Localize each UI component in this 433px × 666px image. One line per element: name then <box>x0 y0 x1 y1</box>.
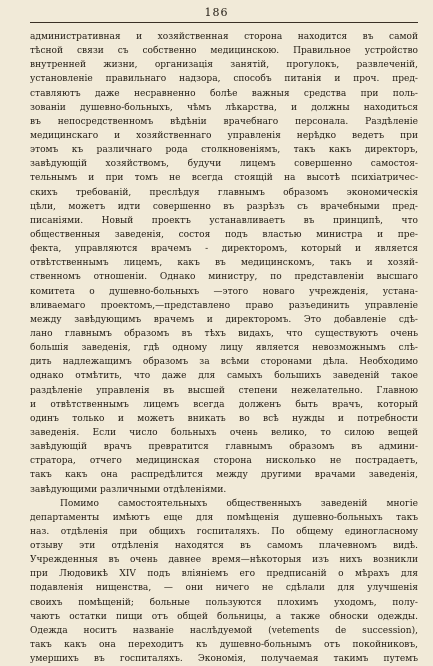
text-line: отвѣтственнымъ лицемъ, какъ въ медицинскомъ, такъ и хозяй- <box>30 258 418 269</box>
text-line: фекта, управляются врачемъ - директоромъ, который и является <box>30 244 418 255</box>
text-line: подавленія нищенства, — они ничего не сдѣлали для улучшенія <box>30 583 418 594</box>
text-line: завѣдующими различными отдѣленіями. <box>30 484 227 495</box>
text-line: стратора, отчего медицинская сторона нисколько не пострадаетъ, <box>30 456 418 467</box>
body-text <box>30 30 418 666</box>
header-rule <box>30 22 418 23</box>
text-line: большія заведенія, гдѣ одному лицу является невозможнымъ слѣ- <box>30 343 418 354</box>
text-line: такъ какъ она распредѣлится между другими врачами заведенія, <box>30 470 418 481</box>
paragraph-1 <box>30 30 418 497</box>
text-line: вливаемаго проектомъ,—представлено право разъединить управленіе <box>30 300 418 311</box>
text-line: писаніями. Новый проектъ устанавливаетъ въ принципѣ, что <box>30 215 418 226</box>
text-line: ственномъ отношеніи. Однако министру, по представленіи высшаго <box>30 272 418 283</box>
text-line: Учрежденныя въ очень давнее время—нѣкоторыя изъ нихъ возникли <box>30 555 418 566</box>
text-line: своихъ помѣщеній; больные пользуются плохимъ уходомъ, полу- <box>30 597 418 608</box>
text-line: отзыву эти отдѣленія находятся въ самомъ плачевномъ видѣ. <box>30 541 418 552</box>
text-line: департаменты имѣютъ еще для помѣщенія душевно-больныхъ такъ <box>30 512 418 523</box>
text-line: административная и хозяйственная сторона находится въ самой <box>30 32 418 42</box>
text-line: чаютъ остатки пищи отъ общей больницы, а также обноски одежды. <box>30 611 418 622</box>
text-line: этомъ къ различнаго рода столкновеніямъ, такъ какъ директоръ, <box>30 145 418 156</box>
text-line: и отвѣтственнымъ лицемъ всегда долженъ быть врачъ, который <box>30 399 418 410</box>
text-line: тѣсной связи съ собственно медицинскою. Правильное устройство <box>30 46 418 57</box>
page-number: 186 <box>204 6 229 19</box>
text-line: такъ какъ она переходитъ къ душевно-больнымъ отъ покойниковъ, <box>30 640 418 651</box>
text-line: цѣли, можетъ идти совершенно въ разрѣзъ съ врачебными пред- <box>30 201 418 212</box>
text-line: между завѣдующимъ врачемъ и директоромъ. Это добавленіе сдѣ- <box>30 314 418 325</box>
text-line: дить надлежащимъ образомъ за всѣми сторонами дѣла. Необходимо <box>30 357 418 368</box>
text-line: скихъ требованій, преслѣдуя главнымъ образомъ экономическія <box>30 187 418 198</box>
text-line: завѣдующій врачъ превратится главнымъ образомъ въ админи- <box>30 442 418 453</box>
text-line: Одежда носитъ названіе наслѣдуемой (vetements de succession), <box>30 625 418 636</box>
text-line: комитета о душевно-больныхъ —этого новаго учрежденія, устана- <box>30 286 418 297</box>
text-line: при Людовикѣ XIV подъ вліяніемъ его предписаній о мѣрахъ для <box>30 569 418 580</box>
text-line: ставляютъ даже несравненно болѣе важныя средства при поль- <box>30 88 418 99</box>
text-line: завѣдующій хозяйствомъ, будучи лицемъ совершенно самостоя- <box>30 159 418 170</box>
text-line: внутренней жизни, организація занятій, прогулокъ, развлеченій, <box>30 60 418 71</box>
text-line: медицинскаго и хозяйственнаго управленія нерѣдко ведетъ при <box>30 130 418 141</box>
paragraph-2 <box>30 497 418 666</box>
text-line: Помимо самостоятельныхъ общественныхъ заведеній многіе <box>60 498 418 509</box>
text-line: зованіи душевно-больныхъ, чѣмъ лѣкарства, и должны находиться <box>30 102 418 113</box>
text-line: тельнымъ и при томъ не всегда стоящій на высотѣ психіатричес- <box>30 173 418 184</box>
text-line: наз. отдѣленія при общихъ госпиталяхъ. По общему единогласному <box>30 526 418 537</box>
text-line: раздѣленіе управленія въ высшей степени нежелательно. Главною <box>30 385 418 396</box>
text-line: одинъ только и можетъ вникать во всѣ нужды и потребности <box>30 413 418 424</box>
text-line: заведенія. Если число больныхъ очень велико, то силою вещей <box>30 427 418 438</box>
text-line: общественныя заведенія, состоя подъ властью министра и пре- <box>30 229 418 240</box>
text-line: лано главнымъ образомъ въ тѣхъ видахъ, что существуютъ очень <box>30 328 418 339</box>
text-line: въ непосредственномъ вѣдѣніи врачебнаго персонала. Раздѣленіе <box>30 116 418 127</box>
text-line: установленіе правильнаго надзора, способъ питанія и проч. пред- <box>30 74 418 85</box>
text-line: умершихъ въ госпиталяхъ. Экономія, получаемая такимъ путемъ <box>30 654 418 665</box>
text-line: однако отмѣтить, что даже для самыхъ большихъ заведеній такое <box>30 371 418 382</box>
